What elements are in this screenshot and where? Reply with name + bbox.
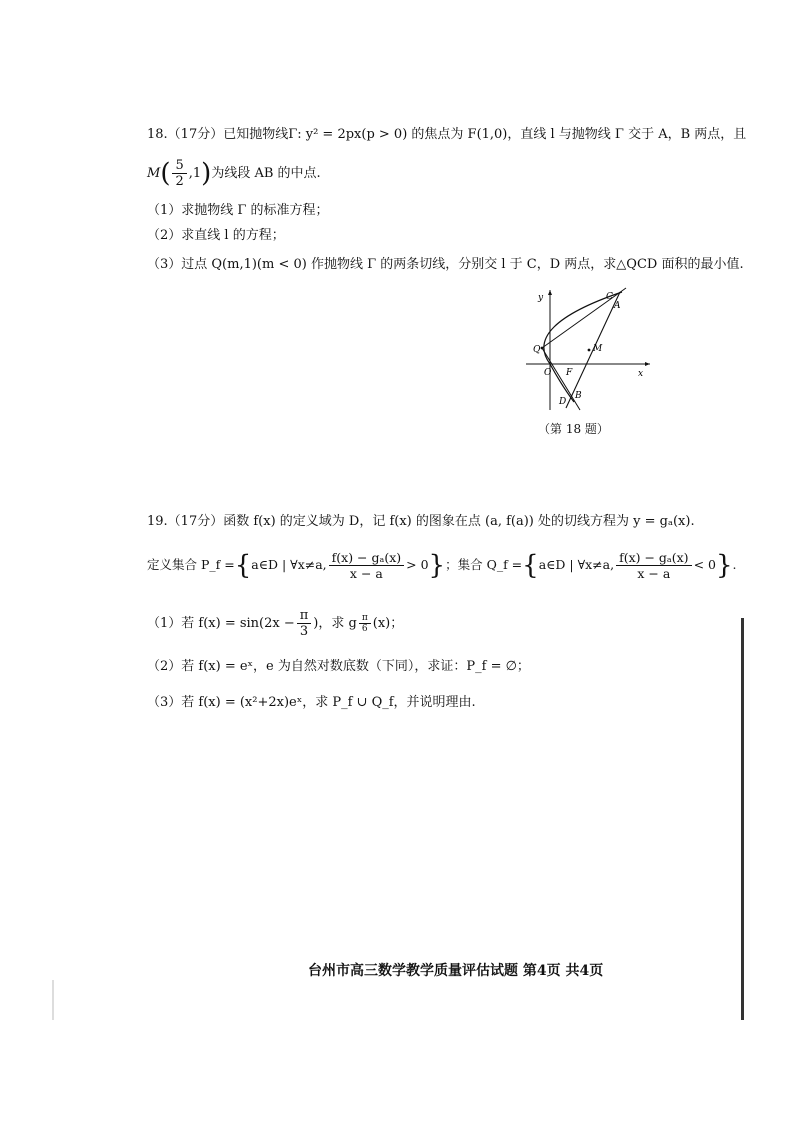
fraction-p: $\frac{\text{f(x) − gₐ(x)}}{x - a}$: [329, 550, 404, 581]
fraction-five-halves: $\frac{5}{2}$: [172, 158, 186, 189]
label-d: D: [559, 397, 567, 407]
scan-edge-shadow: [741, 618, 744, 1020]
label-m: M: [593, 344, 603, 354]
label-c: C: [606, 292, 613, 302]
q18-part2: （2）求直线 l 的方程；: [147, 228, 285, 243]
label-o: O: [544, 368, 552, 378]
q19-part2: （2）若 f(x) = eˣ，e 为自然对数底数（下同），求证：P_f = ∅；: [147, 659, 530, 674]
q18-part1: （1）求抛物线 Γ 的标准方程；: [147, 203, 329, 218]
figure-caption: （第 18 题）: [538, 422, 609, 436]
parabola-curve: [544, 292, 622, 402]
q18-stem-line1: 18.（17分）已知抛物线Γ: y² = 2px(p > 0) 的焦点为 F(1,0)，直线 l 与抛物线 Γ 交于 A，B 两点，且: [147, 127, 747, 142]
q19-part1: （1）若 f(x) = sin(2x − $\frac{\pi}{3}$ )，求 g $\frac{\pi}{6}$ (x)；: [147, 608, 404, 639]
q18-part3: （3）过点 Q(m,1)(m < 0) 作抛物线 Γ 的两条切线，分别交 l 于 C，D 两点，求△QCD 面积的最小值.: [147, 257, 744, 272]
label-b: B: [575, 391, 582, 401]
tangent-qc: [542, 288, 626, 348]
q18-figure: [522, 286, 654, 414]
page-footer: 台州市高三数学教学质量评估试题 第4页 共4页: [308, 963, 604, 979]
point-m-label: M: [147, 166, 161, 181]
q19-part3: （3）若 f(x) = (x²+2x)eˣ，求 P_f ∪ Q_f，并说明理由.: [147, 695, 476, 710]
fraction-pi-third: $\frac{\pi}{3}$: [297, 608, 312, 639]
midpoint-statement: 为线段 AB 的中点.: [211, 166, 321, 181]
label-x: x: [638, 369, 644, 379]
label-y: y: [538, 293, 544, 303]
label-a: A: [614, 301, 621, 311]
label-f: F: [566, 368, 573, 378]
q18-stem-line2: M( $\frac{5}{2}$ ,1)为线段 AB 的中点.: [147, 158, 321, 189]
q19-stem-line1: 19.（17分）函数 f(x) 的定义域为 D，记 f(x) 的图象在点 (a, f(a)) 处的切线方程为 y = gₐ(x).: [147, 514, 695, 529]
fraction-q: $\frac{\text{f(x) − gₐ(x)}}{x - a}$: [616, 550, 691, 581]
scan-edge-mark: [52, 980, 54, 1020]
q19-set-definitions: 定义集合 P_f ={a∈D | ∀x≠a, $\frac{\text{f(x) − gₐ(x)}}{x - a}$ > 0}；集合 Q_f ={a∈D | ∀x≠a, $\frac{\text{f(x) − gₐ(x)}}{x - a}$ < 0}.: [147, 550, 737, 581]
label-q: Q: [533, 345, 541, 355]
subscript-pi-sixth: $\frac{\pi}{6}$: [359, 613, 371, 634]
